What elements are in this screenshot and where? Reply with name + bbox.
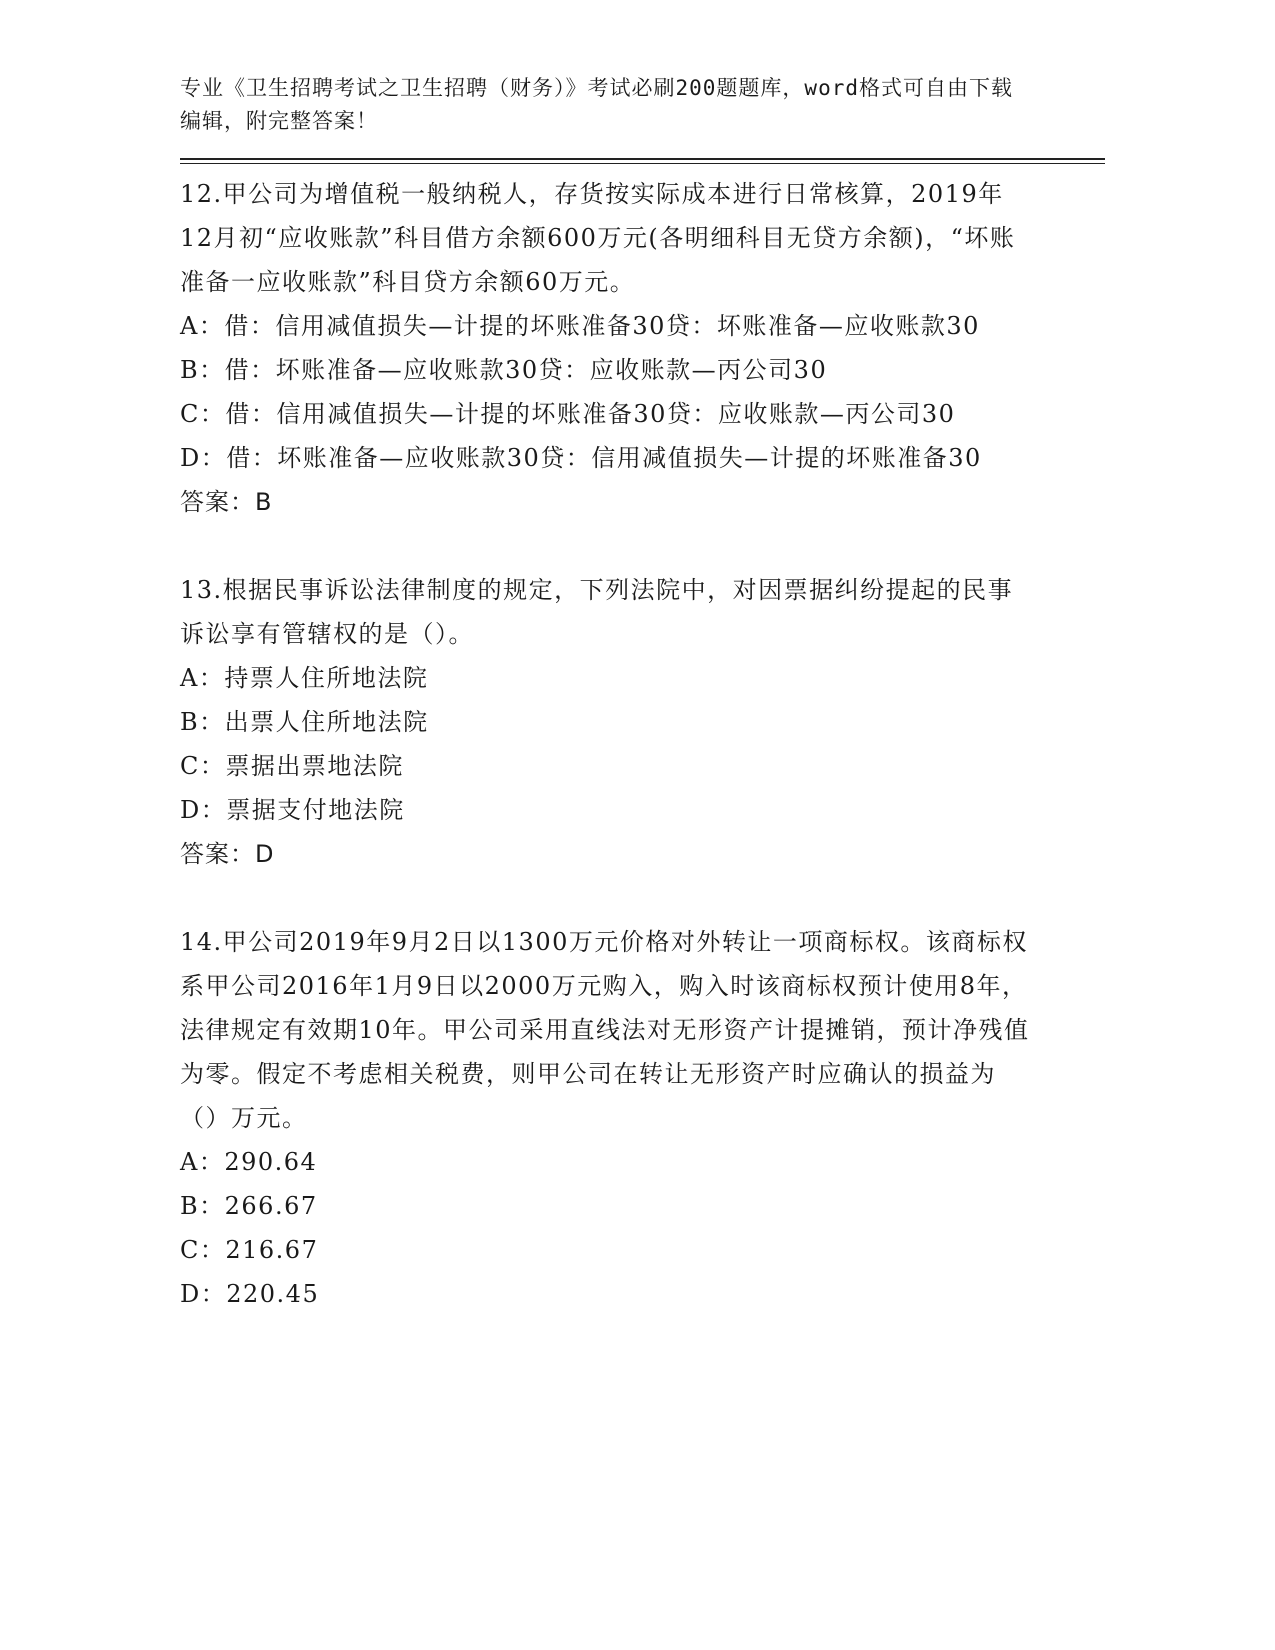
document-header: 专业《卫生招聘考试之卫生招聘（财务）》考试必刷200题题库，word格式可自由下载编辑，附完整答案！ xyxy=(180,76,1013,133)
question-text: 12.甲公司为增值税一般纳税人，存货按实际成本进行日常核算，2019年12月初“应收账款”科目借方余额600万元(各明细科目无贷方余额)，“坏账准备一应收账款”科目贷方余额60万元。 xyxy=(180,180,1016,296)
answer-text: 答案：B xyxy=(180,488,273,516)
option-c: C：216.67 xyxy=(180,1236,319,1264)
option-b: B：266.67 xyxy=(180,1192,318,1220)
answer-text: 答案：D xyxy=(180,840,275,868)
option-c: C：借：信用减值损失—计提的坏账准备30贷：应收账款—丙公司30 xyxy=(180,400,956,428)
question-text: 14.甲公司2019年9月2日以1300万元价格对外转让一项商标权。该商标权系甲公司2016年1月9日以2000万元购入，购入时该商标权预计使用8年，法律规定有效期10年。甲公司采用直线法对无形资产计提摊销，预计净残值为零。假定不考虑相关税费，则甲公司在转让无形资产时应确认的损益为（）万元。 xyxy=(180,928,1030,1132)
option-b: B：借：坏账准备—应收账款30贷：应收账款—丙公司30 xyxy=(180,356,828,384)
question-block xyxy=(180,568,1105,876)
option-b: B：出票人住所地法院 xyxy=(180,708,429,736)
option-d: D：220.45 xyxy=(180,1280,320,1308)
option-c: C：票据出票地法院 xyxy=(180,752,404,780)
question-block xyxy=(180,920,1105,1316)
option-a: A：借：信用减值损失—计提的坏账准备30贷：坏账准备—应收账款30 xyxy=(180,312,980,340)
header-divider xyxy=(180,158,1105,164)
option-d: D：票据支付地法院 xyxy=(180,796,405,824)
question-block xyxy=(180,172,1105,524)
option-a: A：290.64 xyxy=(180,1148,318,1176)
option-a: A：持票人住所地法院 xyxy=(180,664,429,692)
document-page xyxy=(180,72,1105,1316)
option-d: D：借：坏账准备—应收账款30贷：信用减值损失—计提的坏账准备30 xyxy=(180,444,982,472)
question-text: 13.根据民事诉讼法律制度的规定，下列法院中，对因票据纠纷提起的民事诉讼享有管辖权的是（）。 xyxy=(180,576,1014,648)
